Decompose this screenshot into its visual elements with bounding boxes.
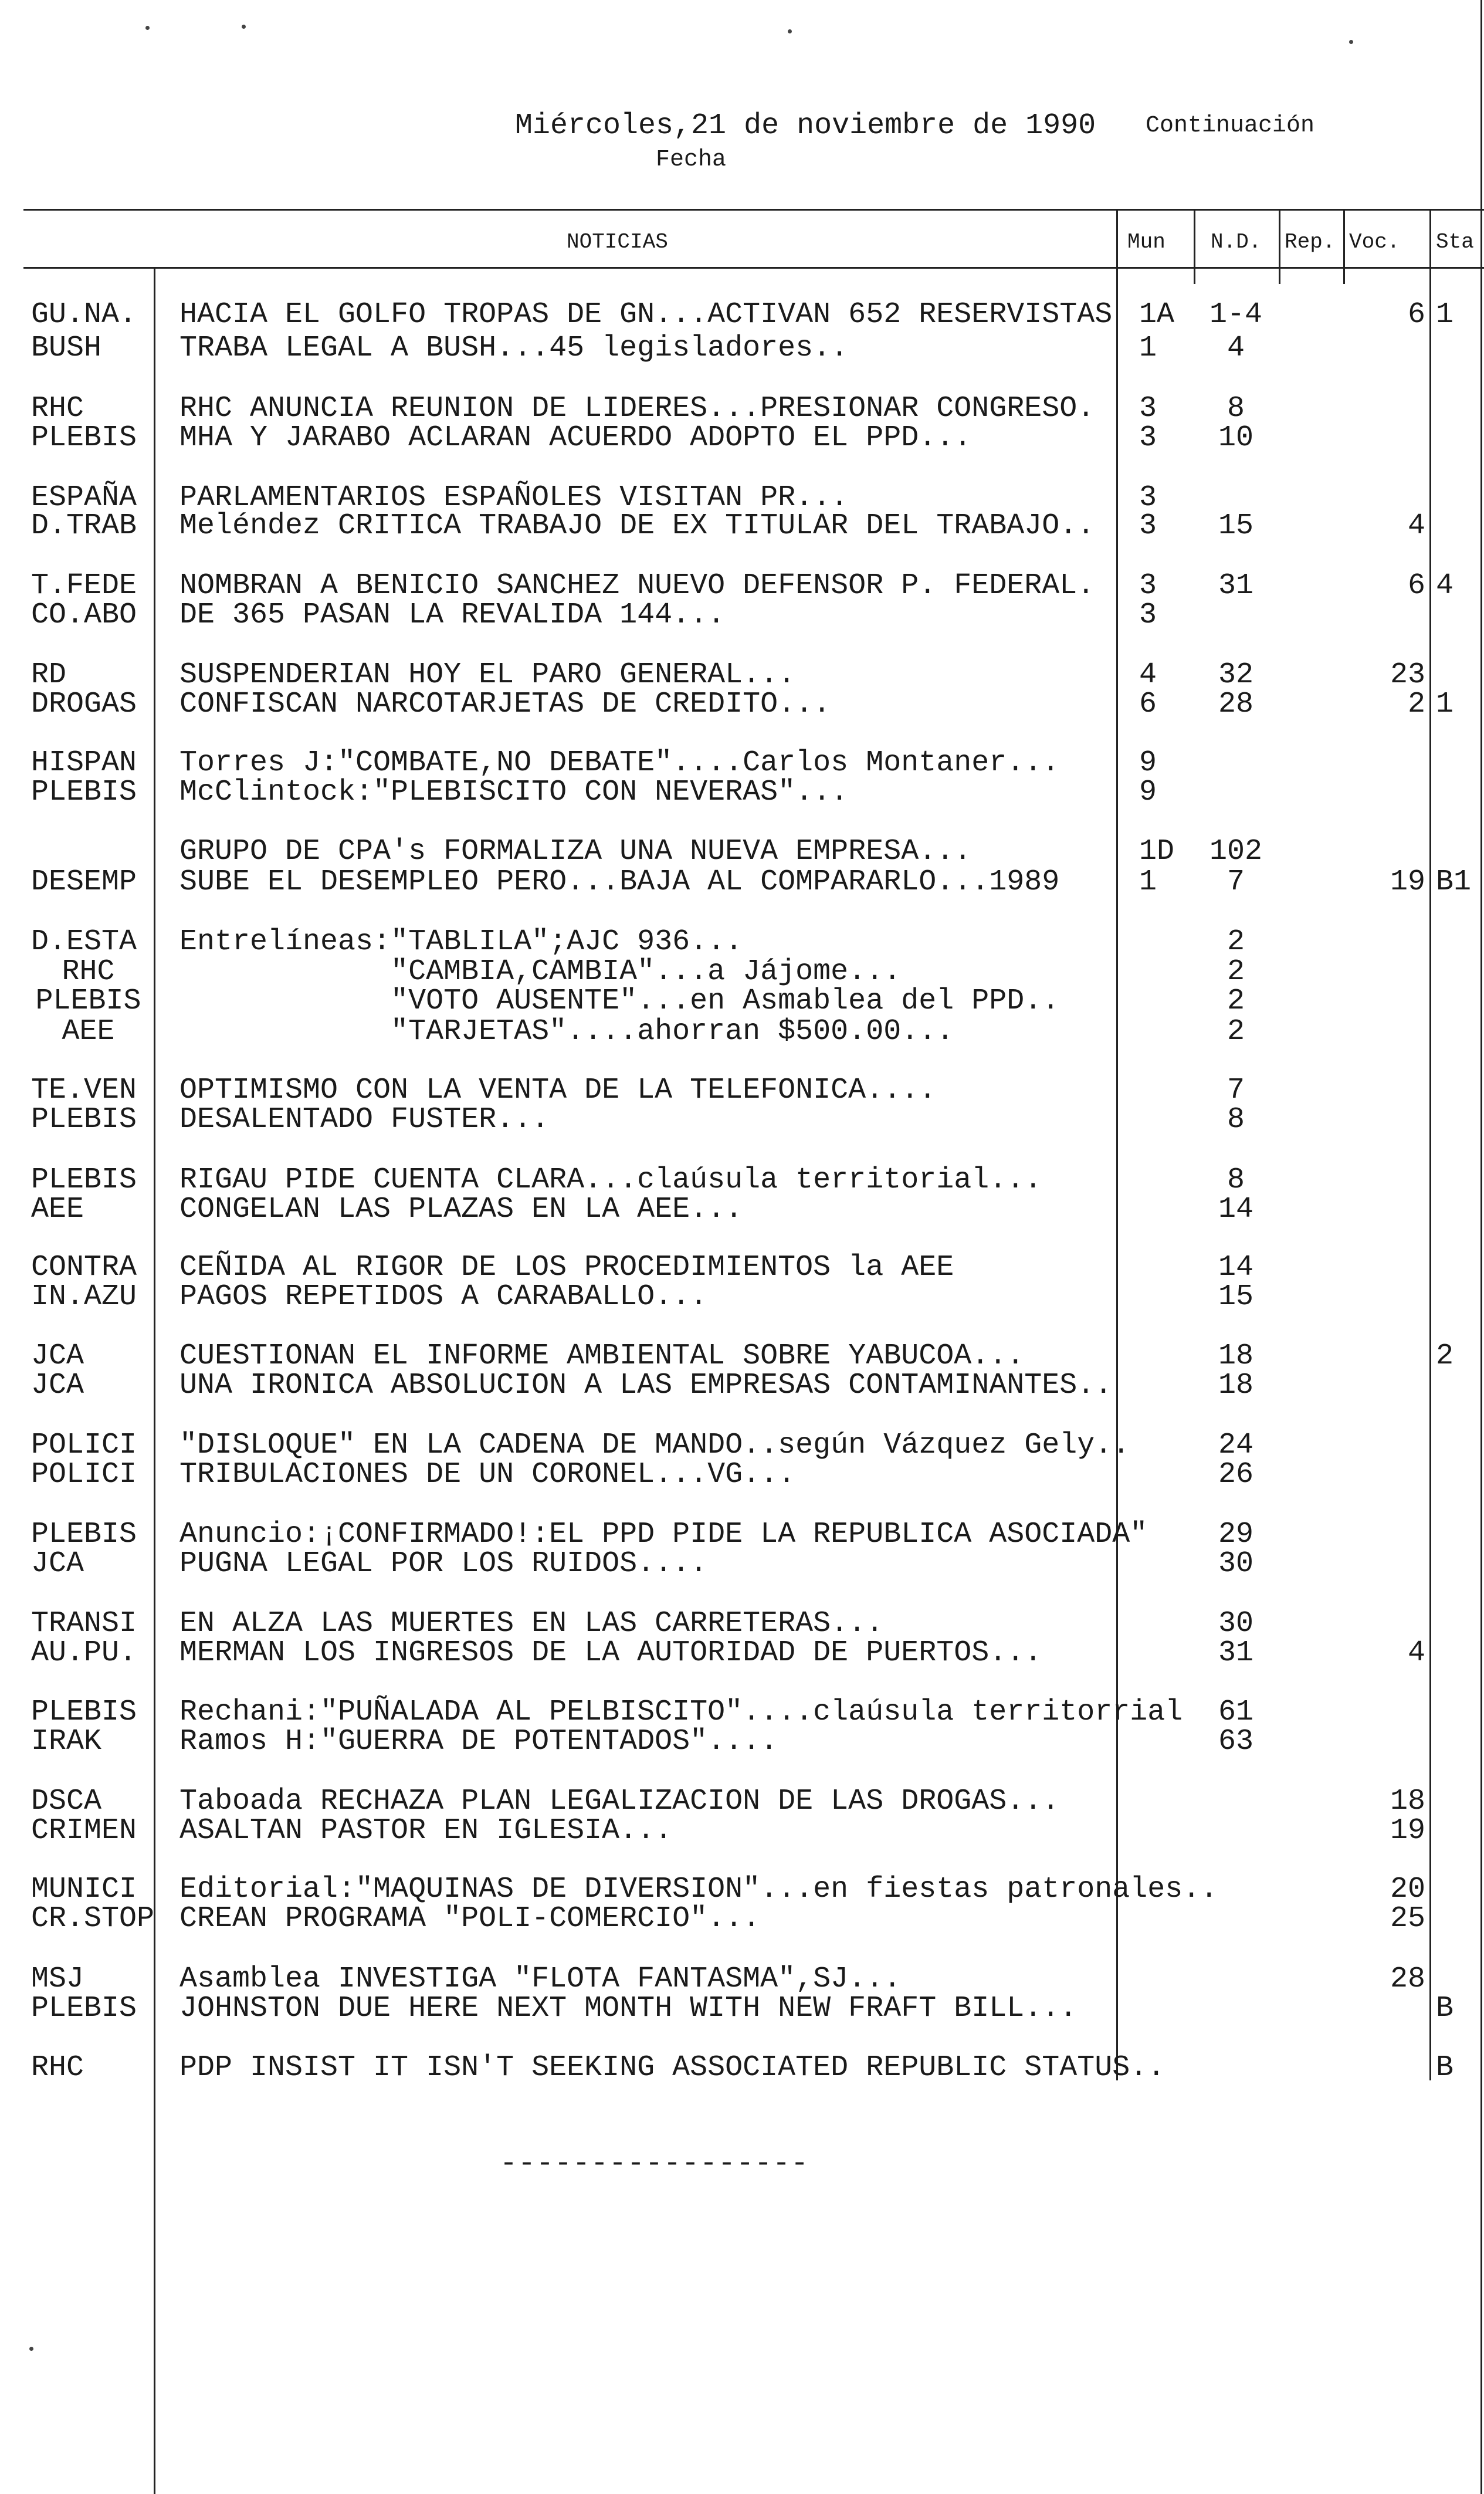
headline: DESALENTADO FUSTER... xyxy=(179,1103,550,1136)
section-code: DSCA xyxy=(31,1785,102,1818)
nd-value: 61 xyxy=(1218,1696,1253,1729)
end-separator: ----------------- xyxy=(500,2147,809,2181)
news-row xyxy=(0,1458,1484,1492)
nd-value: 31 xyxy=(1218,1636,1253,1670)
mun-value: 3 xyxy=(1139,481,1157,515)
news-row xyxy=(0,598,1484,632)
column-header-sta: Sta xyxy=(1436,230,1474,254)
nd-value: 32 xyxy=(1218,658,1253,692)
nd-value: 30 xyxy=(1218,1607,1253,1640)
column-header-noticias: NOTICIAS xyxy=(567,230,668,254)
news-row xyxy=(0,1280,1484,1314)
section-code: TRANSI xyxy=(31,1607,137,1640)
headline: McClintock:"PLEBISCITO CON NEVERAS"... xyxy=(179,776,849,809)
mun-value: 3 xyxy=(1139,509,1157,543)
nd-value: 24 xyxy=(1218,1429,1253,1462)
news-row xyxy=(0,688,1484,722)
headline: HACIA EL GOLFO TROPAS DE GN...ACTIVAN 652 RESERVISTAS xyxy=(179,298,1113,331)
news-row xyxy=(0,925,1484,959)
section-code: CRIMEN xyxy=(31,1814,137,1847)
news-row xyxy=(0,421,1484,455)
scan-speck xyxy=(1349,40,1353,44)
nd-value: 15 xyxy=(1218,1280,1253,1314)
section-code: PLEBIS xyxy=(31,776,137,809)
nd-value: 14 xyxy=(1218,1193,1253,1226)
mun-value: 1D xyxy=(1139,835,1175,868)
mun-value: 9 xyxy=(1139,776,1157,809)
nd-value: 31 xyxy=(1218,569,1253,603)
section-code: T.FEDE xyxy=(31,569,137,603)
nd-value: 2 xyxy=(1226,955,1245,989)
section-code: CO.ABO xyxy=(31,598,137,632)
nd-value: 15 xyxy=(1218,509,1253,543)
headline: MHA Y JARABO ACLARAN ACUERDO ADOPTO EL PPD... xyxy=(179,421,972,455)
headline: Torres J:"COMBATE,NO DEBATE"....Carlos Montaner... xyxy=(179,746,1060,780)
nd-value: 29 xyxy=(1218,1518,1253,1551)
nd-value: 7 xyxy=(1226,1074,1245,1107)
sta-value: 1 xyxy=(1436,688,1454,721)
nd-value: 18 xyxy=(1218,1339,1253,1373)
nd-value: 1-4 xyxy=(1209,298,1262,331)
nd-value: 2 xyxy=(1226,984,1245,1018)
headline: PAGOS REPETIDOS A CARABALLO... xyxy=(179,1280,708,1314)
date-caption: Fecha xyxy=(656,147,727,173)
headline: "VOTO AUSENTE"...en Asmablea del PPD.. xyxy=(179,984,1060,1018)
news-row xyxy=(0,835,1484,869)
section-code: MUNICI xyxy=(31,1873,137,1906)
section-code: D.ESTA xyxy=(31,925,137,959)
mun-value: 6 xyxy=(1139,688,1157,721)
section-code: PLEBIS xyxy=(31,1518,137,1551)
section-code: RHC xyxy=(31,392,84,425)
headline: CREAN PROGRAMA "POLI-COMERCIO"... xyxy=(179,1902,761,1935)
rep-column-divider xyxy=(1279,209,1280,284)
mun-value: 1 xyxy=(1139,865,1157,899)
headline: PDP INSIST IT ISN'T SEEKING ASSOCIATED REPUBLIC STATUS.. xyxy=(179,2051,1165,2084)
headline: Entrelíneas:"TABLILA";AJC 936... xyxy=(179,925,743,959)
section-code: DROGAS xyxy=(31,688,137,721)
voc-value: 6 xyxy=(1407,298,1425,331)
news-row xyxy=(0,1193,1484,1227)
headline: Ramos H:"GUERRA DE POTENTADOS".... xyxy=(179,1725,778,1758)
section-code: JCA xyxy=(31,1547,84,1581)
voc-value: 2 xyxy=(1407,688,1425,721)
headline: EN ALZA LAS MUERTES EN LAS CARRETERAS... xyxy=(179,1607,884,1640)
headline: CEÑIDA AL RIGOR DE LOS PROCEDIMIENTOS la AEE xyxy=(179,1251,954,1284)
news-row xyxy=(0,1369,1484,1403)
section-code: GU.NA. xyxy=(31,298,137,331)
continuation-label: Continuación xyxy=(1146,113,1315,139)
news-row xyxy=(0,1015,1484,1049)
news-row xyxy=(0,1814,1484,1848)
column-header-voc: Voc. xyxy=(1349,230,1400,254)
section-code: IRAK xyxy=(31,1725,102,1758)
sta-value: B xyxy=(1436,1992,1454,2025)
mun-value: 1A xyxy=(1139,298,1175,331)
mun-value: 3 xyxy=(1139,569,1157,603)
voc-value: 28 xyxy=(1390,1962,1425,1996)
section-code: JCA xyxy=(31,1369,84,1402)
news-row xyxy=(0,1636,1484,1670)
section-code: POLICI xyxy=(31,1429,137,1462)
nd-value: 7 xyxy=(1226,865,1245,899)
mun-value: 3 xyxy=(1139,598,1157,632)
nd-column-divider xyxy=(1194,209,1195,284)
voc-value: 18 xyxy=(1390,1785,1425,1818)
nd-value: 10 xyxy=(1218,421,1253,455)
nd-value: 8 xyxy=(1226,1163,1245,1197)
news-row xyxy=(0,1103,1484,1137)
voc-value: 4 xyxy=(1407,509,1425,543)
headline: "DISLOQUE" EN LA CADENA DE MANDO..según Vázquez Gely.. xyxy=(179,1429,1130,1462)
voc-value: 19 xyxy=(1390,865,1425,899)
headline: PUGNA LEGAL POR LOS RUIDOS.... xyxy=(179,1547,708,1581)
news-row xyxy=(0,509,1484,543)
section-code: RHC xyxy=(31,2051,84,2084)
section-code: POLICI xyxy=(31,1458,137,1491)
headline: RHC ANUNCIA REUNION DE LIDERES...PRESIONAR CONGRESO. xyxy=(179,392,1095,425)
news-row xyxy=(0,298,1484,332)
news-row xyxy=(0,865,1484,899)
section-code: BUSH xyxy=(31,331,102,365)
section-code: CR.STOP xyxy=(31,1902,155,1935)
column-header-nd: N.D. xyxy=(1211,230,1262,254)
headline: "TARJETAS"....ahorran $500.00... xyxy=(179,1015,954,1048)
nd-value: 30 xyxy=(1218,1547,1253,1581)
voc-value: 25 xyxy=(1390,1902,1425,1935)
document-date: Miércoles,21 de noviembre de 1990 xyxy=(515,109,1096,143)
mun-value: 1 xyxy=(1139,331,1157,365)
headline: Anuncio:¡CONFIRMADO!:EL PPD PIDE LA REPUBLICA ASOCIADA" xyxy=(179,1518,1148,1551)
headline: Meléndez CRITICA TRABAJO DE EX TITULAR DEL TRABAJO.. xyxy=(179,509,1095,543)
section-code: DESEMP xyxy=(31,865,137,899)
section-code: CONTRA xyxy=(31,1251,137,1284)
headline: CUESTIONAN EL INFORME AMBIENTAL SOBRE YABUCOA... xyxy=(179,1339,1025,1373)
table-header-rule xyxy=(23,267,1484,269)
voc-value: 6 xyxy=(1407,569,1425,603)
table-top-rule xyxy=(23,209,1484,211)
headline: Asamblea INVESTIGA "FLOTA FANTASMA",SJ... xyxy=(179,1962,902,1996)
headline: CONFISCAN NARCOTARJETAS DE CREDITO... xyxy=(179,688,831,721)
headline: "CAMBIA,CAMBIA"...a Jájome... xyxy=(179,955,902,989)
section-code: RD xyxy=(31,658,67,692)
section-code: PLEBIS xyxy=(35,984,141,1018)
headline: JOHNSTON DUE HERE NEXT MONTH WITH NEW FRAFT BILL... xyxy=(179,1992,1078,2025)
news-row xyxy=(0,2051,1484,2085)
headline: RIGAU PIDE CUENTA CLARA...claúsula territorial... xyxy=(179,1163,1042,1197)
mun-value: 4 xyxy=(1139,658,1157,692)
section-code: PLEBIS xyxy=(31,1992,137,2025)
scan-speck xyxy=(788,29,792,33)
nd-value: 26 xyxy=(1218,1458,1253,1491)
headline: PARLAMENTARIOS ESPAÑOLES VISITAN PR... xyxy=(179,481,849,515)
nd-value: 4 xyxy=(1226,331,1245,365)
headline: Rechani:"PUÑALADA AL PELBISCITO"....claúsula territorrial xyxy=(179,1696,1183,1729)
headline: ASALTAN PASTOR EN IGLESIA... xyxy=(179,1814,673,1847)
sta-value: B xyxy=(1436,2051,1454,2084)
section-code: HISPAN xyxy=(31,746,137,780)
news-row xyxy=(0,984,1484,1018)
sta-value: 2 xyxy=(1436,1339,1454,1373)
voc-column-divider xyxy=(1343,209,1345,284)
scan-speck xyxy=(242,25,246,29)
nd-value: 102 xyxy=(1209,835,1262,868)
column-header-mun: Mun xyxy=(1127,230,1165,254)
section-code: PLEBIS xyxy=(31,1163,137,1197)
page-right-edge xyxy=(1480,0,1482,2494)
nd-value: 8 xyxy=(1226,392,1245,425)
headline: OPTIMISMO CON LA VENTA DE LA TELEFONICA.... xyxy=(179,1074,937,1107)
sta-value: 4 xyxy=(1436,569,1454,603)
headline: CONGELAN LAS PLAZAS EN LA AEE... xyxy=(179,1193,743,1226)
nd-value: 28 xyxy=(1218,688,1253,721)
headline: DE 365 PASAN LA REVALIDA 144... xyxy=(179,598,726,632)
voc-value: 20 xyxy=(1390,1873,1425,1906)
section-code: ESPAÑA xyxy=(31,481,137,515)
section-code: MSJ xyxy=(31,1962,84,1996)
section-code: AU.PU. xyxy=(31,1636,137,1670)
headline: UNA IRONICA ABSOLUCION A LAS EMPRESAS CONTAMINANTES.. xyxy=(179,1369,1113,1402)
headline: MERMAN LOS INGRESOS DE LA AUTORIDAD DE PUERTOS... xyxy=(179,1636,1042,1670)
scan-speck xyxy=(145,26,150,30)
news-row xyxy=(0,1547,1484,1581)
section-code: AEE xyxy=(62,1015,115,1048)
news-row xyxy=(0,331,1484,366)
section-code: PLEBIS xyxy=(31,1103,137,1136)
section-code: PLEBIS xyxy=(31,1696,137,1729)
section-code: AEE xyxy=(31,1193,84,1226)
headline: SUSPENDERIAN HOY EL PARO GENERAL... xyxy=(179,658,796,692)
nd-value: 14 xyxy=(1218,1251,1253,1284)
scan-speck xyxy=(29,2347,33,2351)
voc-value: 19 xyxy=(1390,1814,1425,1847)
section-code: PLEBIS xyxy=(31,421,137,455)
section-code: JCA xyxy=(31,1339,84,1373)
sta-value: 1 xyxy=(1436,298,1454,331)
headline: Taboada RECHAZA PLAN LEGALIZACION DE LAS DROGAS... xyxy=(179,1785,1060,1818)
nd-value: 63 xyxy=(1218,1725,1253,1758)
headline: SUBE EL DESEMPLEO PERO...BAJA AL COMPARARLO...1989 xyxy=(179,865,1060,899)
sta-value: B1 xyxy=(1436,865,1472,899)
section-code: TE.VEN xyxy=(31,1074,137,1107)
column-header-rep: Rep. xyxy=(1285,230,1336,254)
news-row xyxy=(0,1725,1484,1759)
section-code: IN.AZU xyxy=(31,1280,137,1314)
nd-value: 2 xyxy=(1226,925,1245,959)
mun-value: 9 xyxy=(1139,746,1157,780)
voc-value: 23 xyxy=(1390,658,1425,692)
mun-value: 3 xyxy=(1139,392,1157,425)
headline: TRIBULACIONES DE UN CORONEL...VG... xyxy=(179,1458,796,1491)
headline: TRABA LEGAL A BUSH...45 legisladores.. xyxy=(179,331,849,365)
headline: Editorial:"MAQUINAS DE DIVERSION"...en fiestas patronales.. xyxy=(179,1873,1218,1906)
mun-value: 3 xyxy=(1139,421,1157,455)
section-code: RHC xyxy=(62,955,115,989)
nd-value: 8 xyxy=(1226,1103,1245,1136)
headline: GRUPO DE CPA's FORMALIZA UNA NUEVA EMPRESA... xyxy=(179,835,972,868)
news-row xyxy=(0,1902,1484,1936)
headline: NOMBRAN A BENICIO SANCHEZ NUEVO DEFENSOR P. FEDERAL. xyxy=(179,569,1095,603)
news-row xyxy=(0,776,1484,810)
voc-value: 4 xyxy=(1407,1636,1425,1670)
nd-value: 2 xyxy=(1226,1015,1245,1048)
news-row xyxy=(0,1992,1484,2026)
section-code: D.TRAB xyxy=(31,509,137,543)
nd-value: 18 xyxy=(1218,1369,1253,1402)
